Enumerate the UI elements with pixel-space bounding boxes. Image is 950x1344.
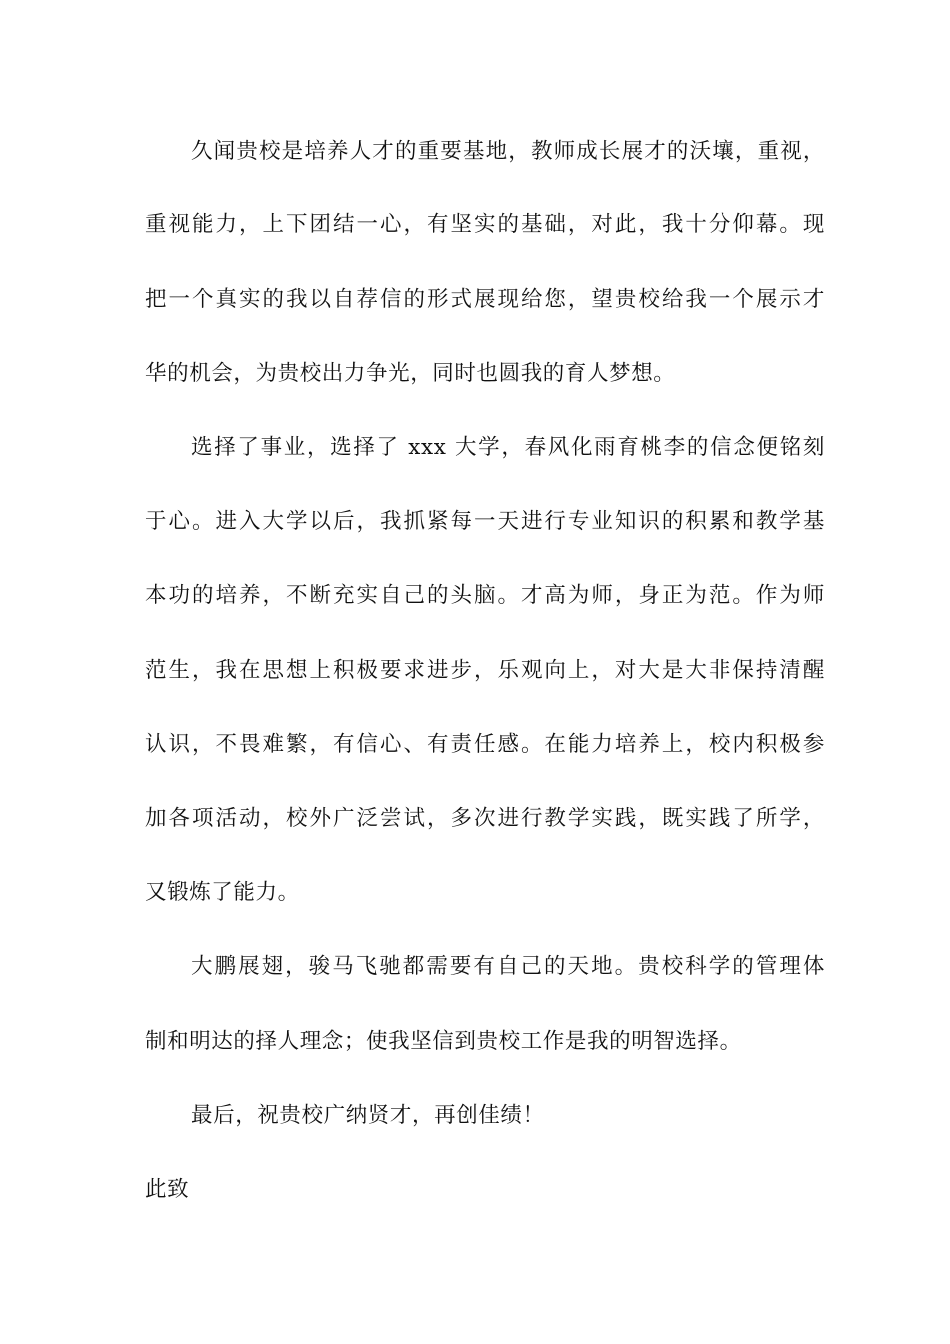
- paragraph-1-line-1: 久闻贵校是培养人才的重要基地，教师成长展才的沃壤，重视，: [191, 139, 825, 164]
- paragraph-1-line-2: 重视能力，上下团结一心，有坚实的基础，对此，我十分仰幕。现: [145, 212, 825, 237]
- paragraph-2-line-6: 加各项活动，校外广泛尝试，多次进行教学实践，既实践了所学，: [145, 806, 825, 831]
- closing-salutation: 此致: [145, 1177, 190, 1202]
- paragraph-1-line-4: 华的机会，为贵校出力争光，同时也圆我的育人梦想。: [145, 361, 676, 386]
- paragraph-2-line-2: 于心。进入大学以后，我抓紧每一天进行专业知识的积累和教学基: [145, 509, 825, 534]
- paragraph-1-line-3: 把一个真实的我以自荐信的形式展现给您，望贵校给我一个展示才: [145, 287, 825, 312]
- paragraph-4-line-1: 最后，祝贵校广纳贤才，再创佳绩！: [191, 1103, 545, 1128]
- paragraph-2-line-3: 本功的培养，不断充实自己的头脑。才高为师，身正为范。作为师: [145, 583, 825, 608]
- paragraph-2-line-7: 又锻炼了能力。: [145, 880, 300, 905]
- paragraph-2-line-5: 认识，不畏难繁，有信心、有责任感。在能力培养上，校内积极参: [145, 732, 825, 757]
- paragraph-2-line-4: 范生，我在思想上积极要求进步，乐观向上，对大是大非保持清醒: [145, 658, 825, 683]
- paragraph-2-line-1: 选择了事业，选择了 xxx 大学，春风化雨育桃李的信念便铭刻: [191, 435, 825, 460]
- paragraph-3-line-1: 大鹏展翅，骏马飞驰都需要有自己的天地。贵校科学的管理体: [191, 954, 825, 979]
- paragraph-3-line-2: 制和明达的择人理念；使我坚信到贵校工作是我的明智选择。: [145, 1029, 742, 1054]
